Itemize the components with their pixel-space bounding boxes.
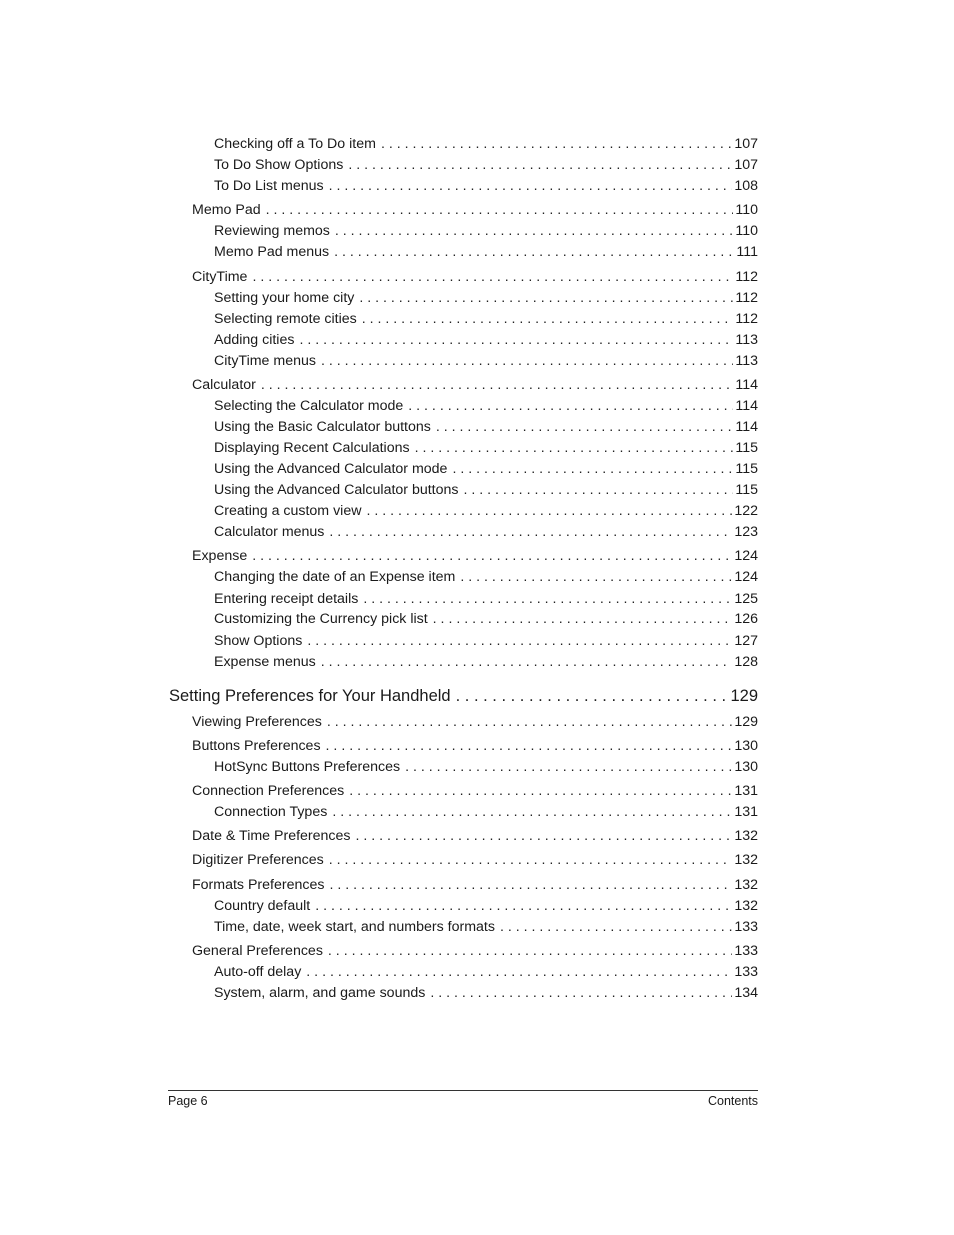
leader-dots <box>356 827 733 845</box>
leader-dots <box>252 268 733 286</box>
leader-dots <box>366 502 732 520</box>
toc-entry[interactable] <box>214 331 758 349</box>
leader-dots <box>415 439 734 457</box>
toc-entry-page: 133 <box>734 943 758 959</box>
toc-entry[interactable] <box>214 243 758 261</box>
toc-entry-page: 112 <box>735 311 758 327</box>
toc-entry-page: 131 <box>734 783 758 799</box>
leader-dots <box>315 897 732 915</box>
leader-dots <box>329 177 733 195</box>
toc-entry-page: 114 <box>735 377 758 393</box>
toc-entry-page: 132 <box>734 852 758 868</box>
toc-entry[interactable] <box>192 737 758 755</box>
toc-entry-title: System, alarm, and game sounds <box>214 985 426 1001</box>
toc-entry-page: 122 <box>734 503 758 519</box>
toc-entry-page: 130 <box>734 738 758 754</box>
leader-dots <box>266 201 734 219</box>
toc-entry-page: 111 <box>736 244 758 260</box>
toc-entry-page: 112 <box>735 290 758 306</box>
toc-entry-page: 125 <box>734 591 758 607</box>
toc-entry-title: Checking off a To Do item <box>214 136 376 152</box>
toc-entry-page: 133 <box>734 919 758 935</box>
toc-entry-page: 113 <box>735 332 758 348</box>
toc-entry-page: 132 <box>734 828 758 844</box>
toc-entry-title: Buttons Preferences <box>192 738 321 754</box>
leader-dots <box>348 156 732 174</box>
toc-entry-page: 124 <box>734 548 758 564</box>
leader-dots <box>436 418 734 436</box>
toc-entry-page: 107 <box>734 136 758 152</box>
toc-entry-title: Date & Time Preferences <box>192 828 351 844</box>
toc-chapter-title: Setting Preferences for Your Handheld <box>169 687 451 705</box>
toc-entry-title: Time, date, week start, and numbers formats <box>214 919 495 935</box>
toc-entry-title: Selecting remote cities <box>214 311 357 327</box>
toc-entry[interactable] <box>214 918 758 936</box>
toc-entry[interactable] <box>214 758 758 776</box>
toc-entry[interactable] <box>214 460 758 478</box>
toc-entry[interactable] <box>214 568 758 586</box>
leader-dots <box>408 397 733 415</box>
leader-dots <box>334 243 734 261</box>
toc-entry[interactable] <box>214 135 758 153</box>
toc-entry[interactable] <box>214 610 758 628</box>
toc-entry-title: HotSync Buttons Preferences <box>214 759 401 775</box>
toc-entry-title: Country default <box>214 898 311 914</box>
leader-dots <box>307 632 732 650</box>
toc-entry[interactable] <box>192 376 758 394</box>
toc-entry-title: General Preferences <box>192 943 323 959</box>
toc-entry-page: 134 <box>734 985 758 1001</box>
toc-entry[interactable] <box>214 156 758 174</box>
toc-entry-title: Expense menus <box>214 654 316 670</box>
toc-entry-title: Connection Preferences <box>192 783 345 799</box>
toc-entry-title: Viewing Preferences <box>192 714 322 730</box>
leader-dots <box>464 481 734 499</box>
leader-dots <box>405 758 732 776</box>
toc-chapter-page: 129 <box>730 687 758 705</box>
leader-dots <box>329 851 733 869</box>
toc-entry-page: 133 <box>734 964 758 980</box>
toc-entry[interactable] <box>214 481 758 499</box>
toc-entry[interactable] <box>192 782 758 800</box>
toc-entry-page: 108 <box>734 178 758 194</box>
leader-dots <box>329 523 732 541</box>
toc-chapter-entry[interactable] <box>169 686 758 706</box>
toc-entry-title: Changing the date of an Expense item <box>214 569 456 585</box>
toc-entry-title: Connection Types <box>214 804 328 820</box>
toc-entry[interactable] <box>214 523 758 541</box>
leader-dots <box>332 803 732 821</box>
footer-section-label: Contents <box>707 1094 758 1108</box>
toc-entry-page: 115 <box>735 440 758 456</box>
toc-entry[interactable] <box>214 653 758 671</box>
leader-dots <box>329 876 732 894</box>
leader-dots <box>261 376 734 394</box>
leader-dots <box>363 590 732 608</box>
toc-entry[interactable] <box>214 502 758 520</box>
leader-dots <box>335 222 733 240</box>
toc-entry-page: 131 <box>734 804 758 820</box>
toc-entry-page: 115 <box>735 482 758 498</box>
toc-entry-page: 132 <box>734 877 758 893</box>
leader-dots <box>430 984 732 1002</box>
toc-entry-title: Expense <box>192 548 248 564</box>
toc-entry-title: Reviewing memos <box>214 223 330 239</box>
toc-entry[interactable] <box>192 547 758 565</box>
toc-entry-title: Memo Pad <box>192 202 261 218</box>
toc-entry-page: 107 <box>734 157 758 173</box>
toc-entry-title: To Do Show Options <box>214 157 344 173</box>
toc-entry[interactable] <box>214 289 758 307</box>
leader-dots <box>326 737 733 755</box>
toc-entry[interactable] <box>192 201 758 219</box>
toc-entry-title: Creating a custom view <box>214 503 362 519</box>
toc-entry[interactable] <box>192 827 758 845</box>
toc-entry-title: Calculator <box>192 377 256 393</box>
toc-entry-page: 110 <box>735 202 758 218</box>
toc-entry-title: Memo Pad menus <box>214 244 330 260</box>
toc-entry-page: 128 <box>734 654 758 670</box>
toc-entry-title: Show Options <box>214 633 303 649</box>
toc-entry[interactable] <box>214 397 758 415</box>
leader-dots <box>381 135 732 153</box>
toc-entry[interactable] <box>214 418 758 436</box>
toc-entry-title: Entering receipt details <box>214 591 359 607</box>
leader-dots <box>359 289 733 307</box>
toc-entry[interactable] <box>214 177 758 195</box>
toc-entry[interactable] <box>214 984 758 1002</box>
toc-entry-page: 132 <box>734 898 758 914</box>
toc-entry[interactable] <box>214 310 758 328</box>
toc-entry-title: Formats Preferences <box>192 877 325 893</box>
toc-entry[interactable] <box>214 590 758 608</box>
toc-entry[interactable] <box>214 352 758 370</box>
toc-entry[interactable] <box>214 963 758 981</box>
leader-dots <box>460 568 732 586</box>
toc-entry-page: 113 <box>735 353 758 369</box>
footer-page-number: Page 6 <box>168 1094 208 1108</box>
leader-dots <box>500 918 732 936</box>
toc-entry-title: Using the Basic Calculator buttons <box>214 419 431 435</box>
toc-entry-page: 126 <box>734 611 758 627</box>
toc-entry-title: Adding cities <box>214 332 295 348</box>
toc-entry-page: 123 <box>734 524 758 540</box>
toc-entry-page: 114 <box>735 398 758 414</box>
leader-dots <box>452 460 733 478</box>
toc-entry-title: Digitizer Preferences <box>192 852 324 868</box>
leader-dots <box>321 352 733 370</box>
toc-entry-page: 114 <box>735 419 758 435</box>
toc-entry-title: To Do List menus <box>214 178 324 194</box>
toc-entry-page: 124 <box>734 569 758 585</box>
toc-entry-title: Selecting the Calculator mode <box>214 398 404 414</box>
leader-dots <box>349 782 732 800</box>
toc-entry-page: 127 <box>734 633 758 649</box>
toc-entry-title: Displaying Recent Calculations <box>214 440 410 456</box>
toc-entry[interactable] <box>214 897 758 915</box>
toc-entry-page: 130 <box>734 759 758 775</box>
toc-entry-title: Calculator menus <box>214 524 325 540</box>
toc-entry-page: 110 <box>735 223 758 239</box>
toc-entry[interactable] <box>192 268 758 286</box>
toc-entry-title: Setting your home city <box>214 290 355 306</box>
leader-dots <box>362 310 734 328</box>
toc-entry[interactable] <box>192 713 758 731</box>
leader-dots <box>252 547 732 565</box>
toc-entry-title: CityTime menus <box>214 353 316 369</box>
footer-rule <box>168 1090 758 1091</box>
toc-entry-title: Using the Advanced Calculator buttons <box>214 482 459 498</box>
toc-entry-title: Auto-off delay <box>214 964 302 980</box>
leader-dots <box>299 331 733 349</box>
toc-entry[interactable] <box>214 439 758 457</box>
toc-entry-title: Using the Advanced Calculator mode <box>214 461 448 477</box>
leader-dots <box>456 686 729 706</box>
toc-entry-page: 112 <box>735 269 758 285</box>
toc-entry-title: Customizing the Currency pick list <box>214 611 428 627</box>
toc-entry[interactable] <box>214 632 758 650</box>
leader-dots <box>433 610 733 628</box>
toc-entry[interactable] <box>192 851 758 869</box>
toc-entry[interactable] <box>214 222 758 240</box>
toc-entry-title: CityTime <box>192 269 248 285</box>
toc-entry-page: 115 <box>735 461 758 477</box>
toc-entry[interactable] <box>214 803 758 821</box>
leader-dots <box>306 963 732 981</box>
leader-dots <box>321 653 733 671</box>
toc-entry-page: 129 <box>734 714 758 730</box>
toc-entry[interactable] <box>192 942 758 960</box>
leader-dots <box>328 942 732 960</box>
leader-dots <box>327 713 732 731</box>
toc-entry[interactable] <box>192 876 758 894</box>
